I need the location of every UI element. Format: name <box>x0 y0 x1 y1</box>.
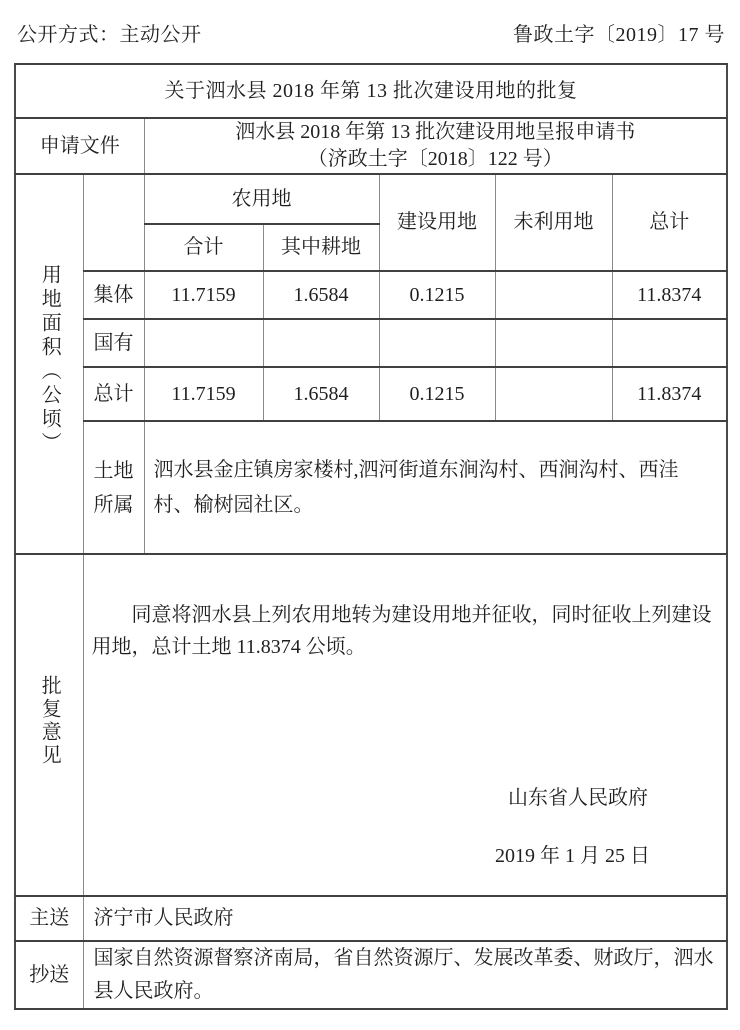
col-header-agricultural: 农用地 <box>144 174 379 224</box>
total-agri-total: 11.7159 <box>144 367 263 421</box>
document-title: 关于泗水县 2018 年第 13 批次建设用地的批复 <box>15 64 727 118</box>
approval-opinion-label <box>15 554 83 896</box>
approval-opinion-body: 同意将泗水县上列农用地转为建设用地并征收，同时征收上列建设用地，总计土地 11.8374 公顷。 <box>91 604 712 658</box>
approval-opinion-cell <box>83 554 727 896</box>
main-recipient-value: 济宁市人民政府 <box>83 896 727 941</box>
approval-opinion-label-text: 批复意见 <box>38 674 61 767</box>
collective-unused <box>495 271 612 319</box>
land-ownership-label: 土地所属 <box>83 421 144 554</box>
copy-recipient-label: 抄送 <box>15 941 83 1009</box>
table-row-copy-recipient <box>15 941 727 1009</box>
table-row-main-recipient <box>15 896 727 941</box>
document-topbar <box>0 0 740 47</box>
col-header-grand-total: 总计 <box>612 174 727 271</box>
table-row-ownership <box>15 421 727 554</box>
application-file-value <box>144 118 727 174</box>
table-row-total <box>15 367 727 421</box>
land-area-section-label-text: 用地面积（公顷） <box>38 263 61 456</box>
document-number: 鲁政土字〔2019〕17 号 <box>513 24 725 46</box>
main-recipient-label: 主送 <box>15 896 83 941</box>
copy-recipient-value: 国家自然资源督察济南局，省自然资源厅、发展改革委、财政厅，泗水县人民政府。 <box>83 941 727 1009</box>
col-header-unused: 未利用地 <box>495 174 612 271</box>
row-label-collective: 集体 <box>83 271 144 319</box>
approval-date: 2019 年 1 月 25 日 <box>495 845 651 867</box>
approval-table <box>14 63 728 1010</box>
col-header-agri-total: 合计 <box>144 224 263 271</box>
row-label-state-owned: 国有 <box>83 319 144 367</box>
total-construction: 0.1215 <box>379 367 495 421</box>
collective-total: 11.8374 <box>612 271 727 319</box>
state-construction <box>379 319 495 367</box>
collective-agri-cultivated: 1.6584 <box>263 271 379 319</box>
approval-issuer: 山东省人民政府 <box>508 787 649 809</box>
table-row-state-owned <box>15 319 727 367</box>
application-file-line1: 泗水县 2018 年第 13 批次建设用地呈报申请书 <box>235 121 636 143</box>
table-row-approval <box>15 554 727 896</box>
state-agri-cultivated <box>263 319 379 367</box>
row-label-total: 总计 <box>83 367 144 421</box>
total-total: 11.8374 <box>612 367 727 421</box>
table-row-collective <box>15 271 727 319</box>
collective-construction: 0.1215 <box>379 271 495 319</box>
state-unused <box>495 319 612 367</box>
state-total <box>612 319 727 367</box>
publicity-method-label: 公开方式：主动公开 <box>17 24 202 46</box>
total-agri-cultivated: 1.6584 <box>263 367 379 421</box>
application-file-label: 申请文件 <box>15 118 144 174</box>
application-file-line2: （济政土字〔2018〕122 号） <box>307 148 563 170</box>
col-header-agri-cultivated: 其中耕地 <box>263 224 379 271</box>
land-area-section-label <box>15 174 83 554</box>
col-header-construction: 建设用地 <box>379 174 495 271</box>
collective-agri-total: 11.7159 <box>144 271 263 319</box>
land-ownership-text: 泗水县金庄镇房家楼村,泗河街道东涧沟村、西涧沟村、西洼村、榆树园社区。 <box>144 421 727 554</box>
row-label-header-cell <box>83 174 144 271</box>
state-agri-total <box>144 319 263 367</box>
total-unused <box>495 367 612 421</box>
